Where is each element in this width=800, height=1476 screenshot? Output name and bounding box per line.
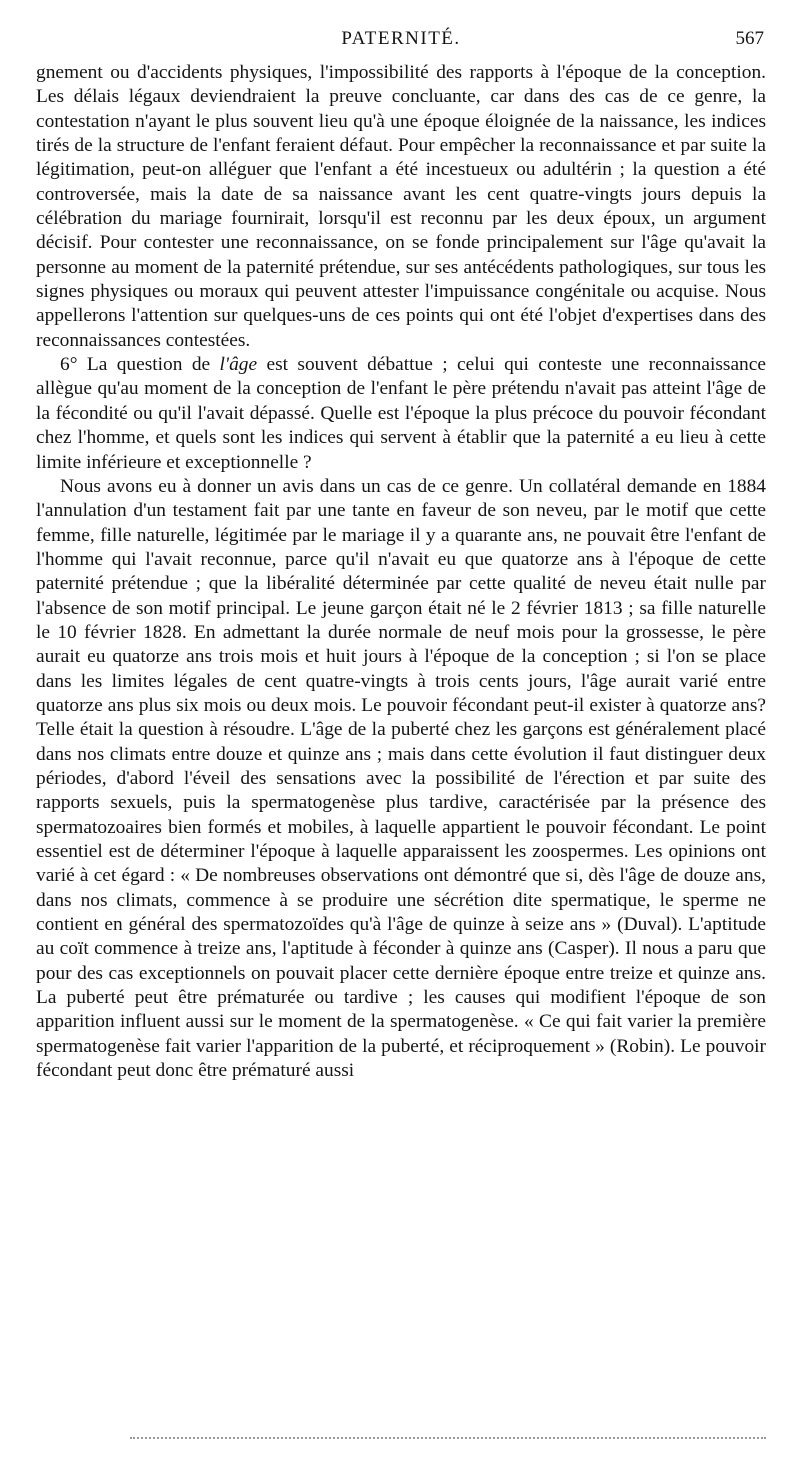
paragraph-text: est souvent débattue ; celui qui conteste une reconnaissance allègue qu'au moment de la conception de l'enfant le père prétendu n'avait pas atteint l'âge de la fécondité ou qu'il l'avait dépassé. Quelle est l'époque la plus précoce du pouvoir fécondant chez l'homme, et quels sont les indices qui servent à établir que la paternité a eu lieu à cette limite inférieure et exceptionnelle ? (36, 354, 766, 473)
body-text (36, 61, 766, 1083)
page-number: 567 (735, 28, 764, 49)
page-header (36, 28, 766, 56)
running-title: PATERNITÉ. (341, 28, 461, 49)
paragraph-age-question (36, 353, 766, 475)
paragraph-continuation: gnement ou d'accidents physiques, l'impossibilité des rapports à l'époque de la conception. Les délais légaux deviendraient la preuve concluante, car dans des cas de ce genre, la contestation n'ayant le plus souvent lieu qu'à une époque éloignée de la naissance, les indices tirés de la structure de l'enfant feraient défaut. Pour empêcher la reconnaissance et par suite la légitimation, peut-on alléguer que l'enfant a été incestueux ou adultérin ; la question a été controversée, mais la date de sa naissance avant les cent quatre-vingts jours depuis la célébration du mariage fournirait, lorsqu'il est reconnu par les deux époux, un argument décisif. Pour contester une reconnaissance, on se fonde principalement sur l'âge qu'avait la personne au moment de la paternité prétendue, sur ses antécédents pathologiques, sur tous les signes physiques ou moraux qui peuvent attester l'impuissance congénitale ou acquise. Nous appellerons l'attention sur quelques-uns de ces points qui ont été l'objet d'expertises dans des reconnaissances contestées. (36, 62, 766, 351)
paragraph-case-study: Nous avons eu à donner un avis dans un cas de ce genre. Un collatéral demande en 1884 l'annulation d'un testament fait par une tante en faveur de son neveu, par le motif que cette femme, fille naturelle, légitimée par le mariage il y a quarante ans, ne pouvait être l'enfant de l'homme qui l'avait reconnue, parce qu'il n'avait eu que quatorze ans à l'époque de cette paternité prétendue ; que la libéralité déterminée par cette qualité de neveu était nulle par l'absence de son motif principal. Le jeune garçon était né le 2 février 1813 ; sa fille naturelle le 10 février 1828. En admettant la durée normale de neuf mois pour la grossesse, le père aurait eu quatorze ans trois mois et huit jours à l'époque de la conception ; si l'on se place dans les limites légales de cent quatre-vingts à trois cents jours, l'âge aurait varié entre quatorze ans plus six mois ou deux mois. Le pouvoir fécondant peut-il exister à quatorze ans? Telle était la question à résoudre. L'âge de la puberté chez les garçons est généralement placé dans nos climats entre douze et quinze ans ; mais dans cette évolution il faut distinguer deux périodes, d'abord l'éveil des sensations avec la possibilité de l'érection et par suite des rapports sexuels, puis la spermatogenèse plus tardive, caractérisée par la présence des spermatozoaires bien formés et mobiles, à laquelle appartient le pouvoir fécondant. Le point essentiel est de déterminer l'époque à laquelle apparaissent les zoospermes. Les opinions ont varié à cet égard : « De nombreuses observations ont démontré que si, dès l'âge de douze ans, dans nos climats, commence à se produire une sécrétion dite spermatique, le sperme ne contient en général des spermatozoïdes qu'à l'âge de quinze à seize ans » (Duval). L'aptitude au coït commence à treize ans, l'aptitude à féconder à quinze ans (Casper). Il nous a paru que pour des cas exceptionnels on pouvait placer cette dernière époque entre treize et quinze ans. La puberté peut être prématurée ou tardive ; les causes qui modifient l'époque de son apparition influent aussi sur le moment de la spermatogenèse. « Ce qui fait varier la première spermatogenèse fait varier l'apparition de la puberté, et réciproquement » (Robin). Le pouvoir fécondant peut donc être prématuré aussi (36, 475, 766, 1082)
section-number: 6° (60, 354, 78, 376)
paragraph-text: La question de (86, 354, 211, 376)
footer-rule (130, 1437, 766, 1439)
emphasis-text: l'âge (219, 354, 258, 376)
